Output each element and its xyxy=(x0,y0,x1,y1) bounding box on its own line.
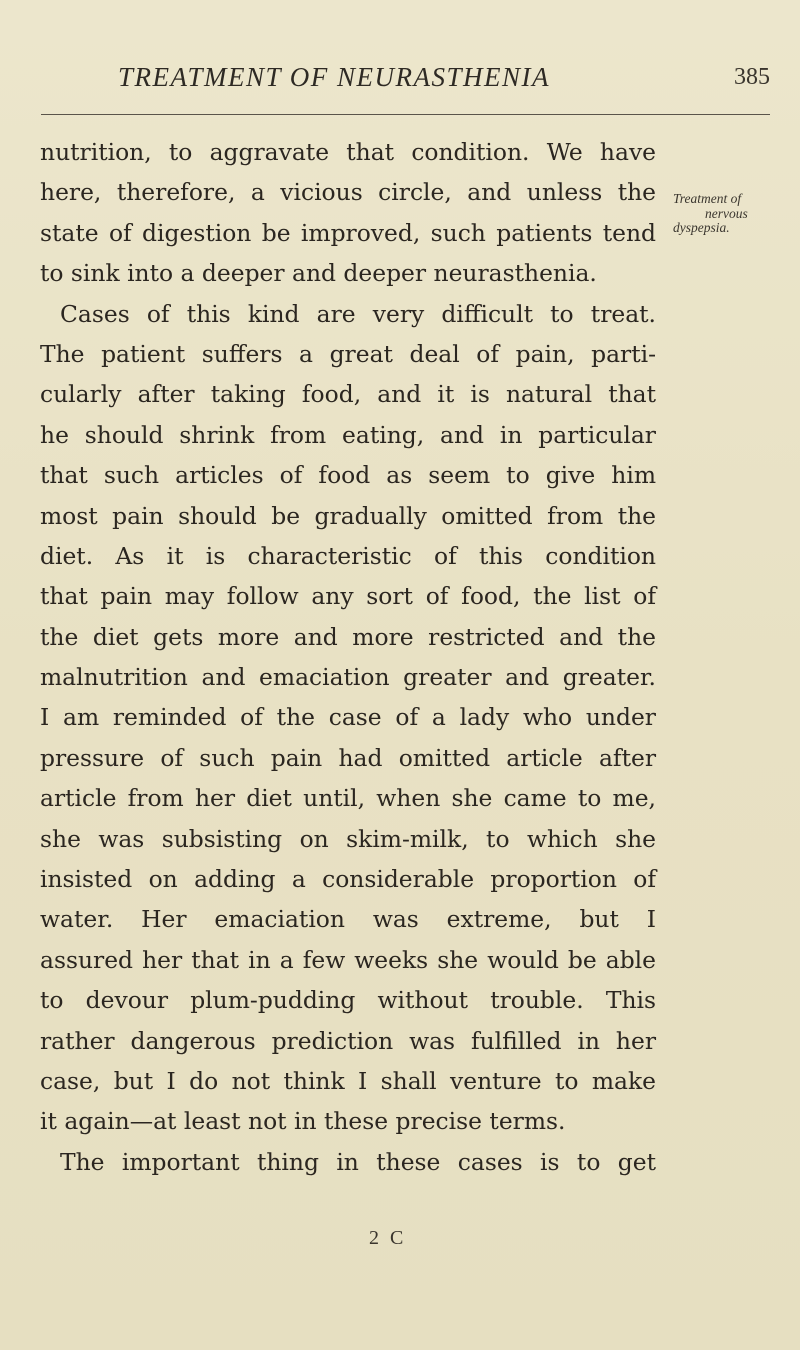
signature-mark: 2 C xyxy=(369,1227,407,1249)
text-line: water. Her emaciation was extreme, but I xyxy=(40,905,656,934)
text-line: the diet gets more and more restricted and the xyxy=(40,622,656,651)
text-line: that pain may follow any sort of food, the list of xyxy=(40,582,656,611)
text-line: it again—at least not in these precise terms. xyxy=(40,1107,566,1136)
text-line: she was subsisting on skim-milk, to which she xyxy=(40,824,656,853)
text-line: here, therefore, a vicious circle, and unless the xyxy=(40,178,656,207)
text-line: Cases of this kind are very difficult to treat. xyxy=(60,299,656,328)
margin-note xyxy=(673,192,798,236)
text-line: article from her diet until, when she came to me, xyxy=(40,784,656,813)
body-text xyxy=(40,132,656,1182)
text-line: most pain should be gradually omitted from the xyxy=(40,501,656,530)
margin-note-line: Treatment of xyxy=(673,191,742,206)
text-line: The important thing in these cases is to get xyxy=(60,1147,656,1176)
text-line: to devour plum-pudding without trouble. This xyxy=(40,986,656,1015)
text-line: cularly after taking food, and it is natural that xyxy=(40,380,656,409)
text-line: to sink into a deeper and deeper neurasthenia. xyxy=(40,259,597,288)
text-line: I am reminded of the case of a lady who under xyxy=(40,703,656,732)
running-title: TREATMENT OF NEURASTHENIA xyxy=(118,62,551,92)
running-head xyxy=(118,62,770,102)
text-line: he should shrink from eating, and in particular xyxy=(40,420,656,449)
margin-note-line: dyspepsia. xyxy=(673,220,730,235)
text-line: malnutrition and emaciation greater and greater. xyxy=(40,663,656,692)
text-line: assured her that in a few weeks she would be able xyxy=(40,945,656,974)
text-line: pressure of such pain had omitted article after xyxy=(40,743,656,772)
header-rule xyxy=(41,114,770,115)
text-line: state of digestion be improved, such patients tend xyxy=(40,218,656,247)
text-line: diet. As it is characteristic of this condition xyxy=(40,541,656,570)
text-line: nutrition, to aggravate that condition. We have xyxy=(40,138,656,166)
margin-note-line: nervous xyxy=(705,205,748,221)
text-line: that such articles of food as seem to give him xyxy=(40,461,656,490)
text-line: insisted on adding a considerable proportion of xyxy=(40,865,656,894)
text-line: rather dangerous prediction was fulfilled in her xyxy=(40,1026,656,1055)
text-line: case, but I do not think I shall venture to make xyxy=(40,1066,656,1095)
page-number: 385 xyxy=(734,64,770,90)
text-line: The patient suffers a great deal of pain, parti- xyxy=(40,339,656,368)
